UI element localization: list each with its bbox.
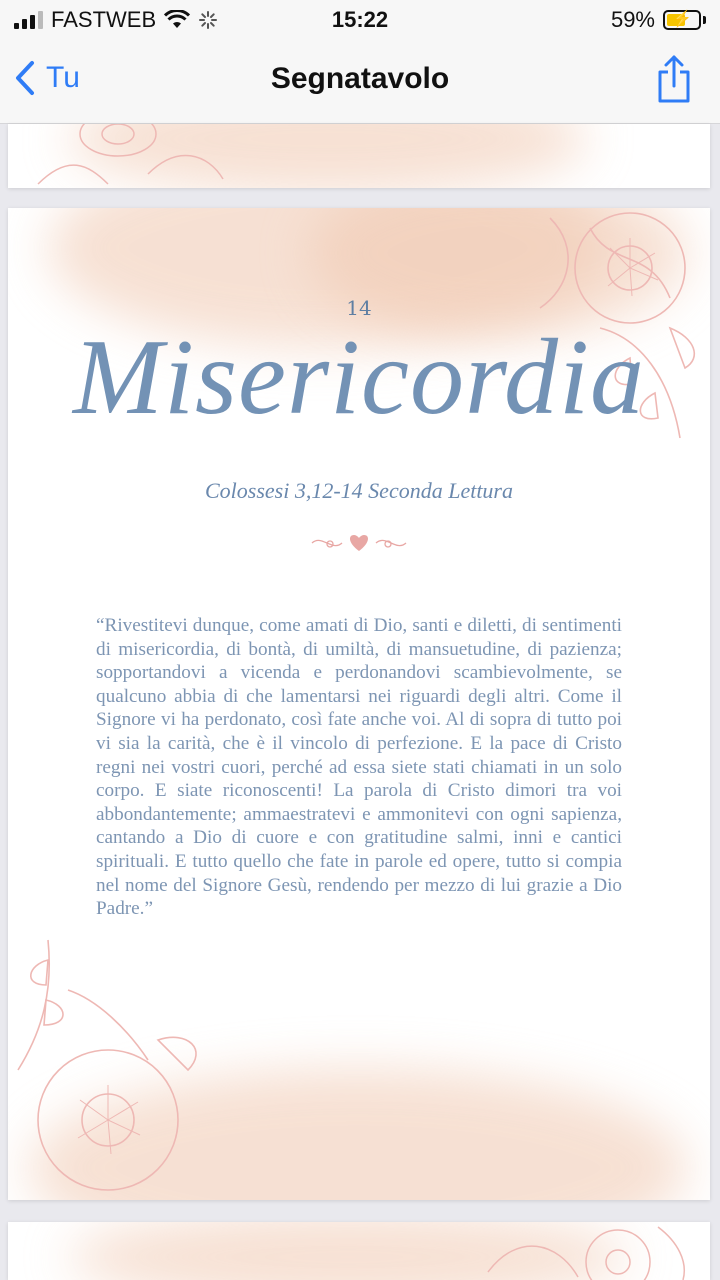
document-page xyxy=(8,208,710,1200)
reading-text: “Rivestitevi dunque, come amati di Dio, santi e diletti, di sentimenti di misericordia, di bontà, di umiltà, di mansuetudine, di pazienza; sopportandovi a vicenda e perdonandovi scambievolmente, se qualcuno abbia di che lamentarsi nei riguardi degli altri. Come il Signore vi ha perdonato, così fate anche voi. Al di sopra di tutto poi vi sia la carità, che è il vincolo di perfezione. E la pace di Cristo regni nei vostri cuori, perché ad essa siete stati chiamati in un solo corpo. E siate riconoscenti! La parola di Cristo dimori tra voi abbondantemente; ammaestratevi e ammonitevi con ogni sapienza, cantando a Dio di cuore e con gratitudine salmi, inni e cantici spirituali. E tutto quello che fate in parole ed opere, tutto si compia nel nome del Signore Gesù, rendendo per mezzo di lui grazie a Dio Padre.” xyxy=(96,615,622,920)
battery-charging-icon xyxy=(663,10,701,30)
status-time: 15:22 xyxy=(331,7,389,32)
battery-percent: 59% xyxy=(610,7,655,32)
heart-icon xyxy=(350,535,368,551)
status-right xyxy=(611,7,706,33)
heart-ornament-divider xyxy=(308,530,410,556)
scripture-reference: Colossesi 3,12-14 Seconda Lettura xyxy=(205,478,513,503)
floral-decoration-bottom-left xyxy=(8,930,238,1200)
back-button-label: Tu xyxy=(46,61,80,94)
share-icon xyxy=(656,54,692,104)
navigation-bar xyxy=(0,40,720,124)
nav-title: Segnatavolo xyxy=(270,62,450,95)
battery-tip xyxy=(703,16,706,24)
page-number: 14 xyxy=(346,296,372,320)
charging-bolt-icon: ⚡ xyxy=(672,11,692,28)
floral-decoration xyxy=(478,1222,698,1280)
share-button[interactable] xyxy=(656,54,692,109)
page-title: Misericordia xyxy=(73,318,645,437)
previous-page-thumbnail[interactable] xyxy=(8,124,710,188)
floral-decoration xyxy=(28,124,228,188)
carrier-name: FASTWEB xyxy=(51,7,157,32)
next-page-thumbnail[interactable] xyxy=(8,1222,710,1280)
status-bar xyxy=(0,0,720,40)
